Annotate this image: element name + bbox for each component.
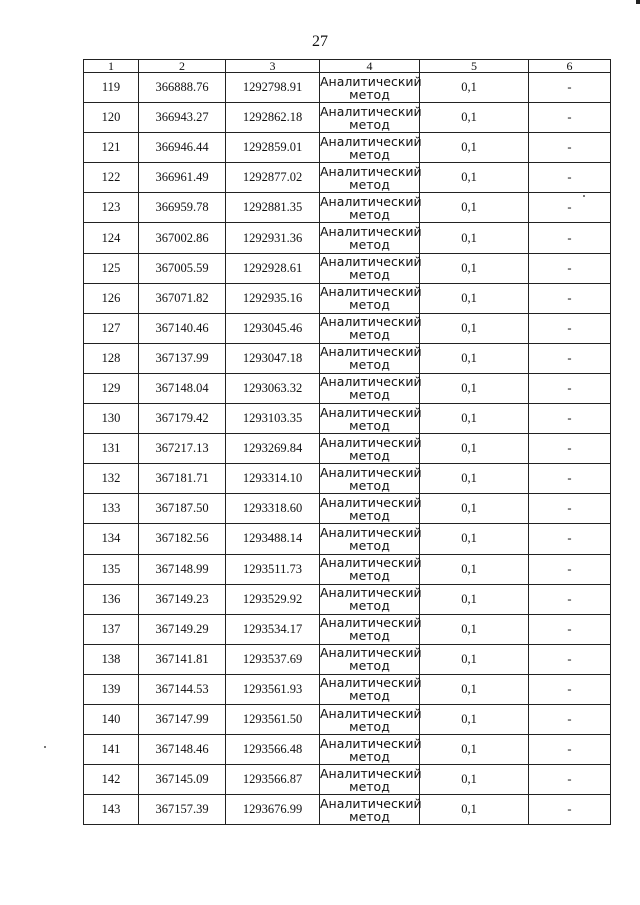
note-cell: -: [529, 163, 611, 193]
accuracy-cell: [420, 704, 529, 734]
x-coordinate-cell: 367157.39: [139, 795, 226, 825]
accuracy-value: 0,1: [461, 411, 477, 426]
page-number: 27: [312, 33, 328, 50]
note-cell: -: [529, 133, 611, 163]
point-number-cell: 143: [84, 795, 139, 825]
accuracy-cell: [420, 644, 529, 674]
accuracy-value: 0,1: [461, 441, 477, 456]
accuracy-cell: [420, 524, 529, 554]
point-number-cell: 138: [84, 644, 139, 674]
note-cell: -: [529, 674, 611, 704]
accuracy-cell: [420, 614, 529, 644]
accuracy-value: 0,1: [461, 290, 477, 305]
accuracy-value: 0,1: [461, 200, 477, 215]
y-coordinate-cell: 1293318.60: [226, 494, 320, 524]
y-coordinate-cell: 1293529.92: [226, 584, 320, 614]
method-cell: Аналитический метод: [320, 254, 422, 283]
x-coordinate-cell: 367187.50: [139, 494, 226, 524]
note-cell: -: [529, 464, 611, 494]
point-number-cell: 133: [84, 494, 139, 524]
point-number-cell: 137: [84, 614, 139, 644]
x-coordinate-cell: 367137.99: [139, 343, 226, 373]
x-coordinate-cell: 366943.27: [139, 103, 226, 133]
column-header-4: 4: [320, 60, 420, 73]
table-row: [84, 584, 611, 614]
point-number-cell: 123: [84, 193, 139, 223]
method-cell: Аналитический метод: [320, 224, 422, 253]
accuracy-value: 0,1: [461, 471, 477, 486]
table-row: [84, 73, 611, 103]
accuracy-value: 0,1: [461, 712, 477, 727]
table-row: [84, 163, 611, 193]
table-body: [84, 73, 611, 825]
accuracy-cell: [420, 404, 529, 434]
accuracy-value: 0,1: [461, 591, 477, 606]
point-number-cell: 136: [84, 584, 139, 614]
x-coordinate-cell: 367005.59: [139, 253, 226, 283]
accuracy-cell: [420, 464, 529, 494]
x-coordinate-cell: 367147.99: [139, 704, 226, 734]
point-number-cell: 121: [84, 133, 139, 163]
note-cell: -: [529, 253, 611, 283]
table-row: [84, 283, 611, 313]
method-cell: Аналитический метод: [320, 314, 422, 343]
method-cell: Аналитический метод: [320, 735, 422, 764]
y-coordinate-cell: 1293314.10: [226, 464, 320, 494]
x-coordinate-cell: 367141.81: [139, 644, 226, 674]
x-coordinate-cell: 367144.53: [139, 674, 226, 704]
note-cell: -: [529, 704, 611, 734]
point-number-cell: 142: [84, 765, 139, 795]
table-row: [84, 644, 611, 674]
accuracy-cell: [420, 223, 529, 253]
note-cell: -: [529, 193, 611, 223]
table-row: [84, 343, 611, 373]
y-coordinate-cell: 1293047.18: [226, 343, 320, 373]
table-row: [84, 494, 611, 524]
method-cell: Аналитический метод: [320, 494, 422, 523]
point-number-cell: 119: [84, 73, 139, 103]
accuracy-value: 0,1: [461, 742, 477, 757]
y-coordinate-cell: 1293511.73: [226, 554, 320, 584]
method-cell: Аналитический метод: [320, 795, 422, 824]
table-row: [84, 253, 611, 283]
y-coordinate-cell: 1293561.50: [226, 704, 320, 734]
accuracy-cell: [420, 73, 529, 103]
method-cell: Аналитический метод: [320, 765, 422, 794]
y-coordinate-cell: 1293488.14: [226, 524, 320, 554]
point-number-cell: 129: [84, 373, 139, 403]
point-number-cell: 132: [84, 464, 139, 494]
point-number-cell: 127: [84, 313, 139, 343]
x-coordinate-cell: 367217.13: [139, 434, 226, 464]
scan-speck: [44, 746, 46, 748]
method-cell: Аналитический метод: [320, 284, 422, 313]
note-cell: -: [529, 644, 611, 674]
y-coordinate-cell: 1293063.32: [226, 373, 320, 403]
note-cell: -: [529, 73, 611, 103]
x-coordinate-cell: 366959.78: [139, 193, 226, 223]
y-coordinate-cell: 1293566.48: [226, 735, 320, 765]
table-row: [84, 313, 611, 343]
y-coordinate-cell: 1293103.35: [226, 404, 320, 434]
table-row: [84, 704, 611, 734]
table-row: [84, 464, 611, 494]
x-coordinate-cell: 367148.99: [139, 554, 226, 584]
note-cell: -: [529, 373, 611, 403]
coordinates-table: [83, 59, 611, 825]
point-number-cell: 122: [84, 163, 139, 193]
x-coordinate-cell: 367181.71: [139, 464, 226, 494]
accuracy-cell: [420, 795, 529, 825]
accuracy-value: 0,1: [461, 561, 477, 576]
accuracy-cell: [420, 494, 529, 524]
accuracy-cell: [420, 253, 529, 283]
table-row: [84, 223, 611, 253]
accuracy-value: 0,1: [461, 501, 477, 516]
accuracy-cell: [420, 343, 529, 373]
y-coordinate-cell: 1293537.69: [226, 644, 320, 674]
x-coordinate-cell: 366961.49: [139, 163, 226, 193]
accuracy-value: 0,1: [461, 140, 477, 155]
accuracy-value: 0,1: [461, 320, 477, 335]
accuracy-value: 0,1: [461, 80, 477, 95]
x-coordinate-cell: 367148.46: [139, 735, 226, 765]
method-cell: Аналитический метод: [320, 645, 422, 674]
x-coordinate-cell: 367071.82: [139, 283, 226, 313]
note-cell: -: [529, 103, 611, 133]
accuracy-value: 0,1: [461, 772, 477, 787]
y-coordinate-cell: 1293566.87: [226, 765, 320, 795]
x-coordinate-cell: 367179.42: [139, 404, 226, 434]
accuracy-cell: [420, 373, 529, 403]
method-cell: Аналитический метод: [320, 133, 422, 162]
table-row: [84, 554, 611, 584]
accuracy-cell: [420, 554, 529, 584]
x-coordinate-cell: 367140.46: [139, 313, 226, 343]
note-cell: -: [529, 494, 611, 524]
column-header-1: 1: [84, 60, 139, 73]
accuracy-cell: [420, 765, 529, 795]
method-cell: Аналитический метод: [320, 555, 422, 584]
column-header-3: 3: [226, 60, 320, 73]
accuracy-cell: [420, 434, 529, 464]
point-number-cell: 134: [84, 524, 139, 554]
point-number-cell: 135: [84, 554, 139, 584]
accuracy-value: 0,1: [461, 681, 477, 696]
table-row: [84, 103, 611, 133]
table-row: [84, 434, 611, 464]
accuracy-value: 0,1: [461, 802, 477, 817]
point-number-cell: 131: [84, 434, 139, 464]
method-cell: Аналитический метод: [320, 404, 422, 433]
table-row: [84, 795, 611, 825]
note-cell: -: [529, 434, 611, 464]
note-cell: -: [529, 524, 611, 554]
table-row: [84, 193, 611, 223]
accuracy-value: 0,1: [461, 110, 477, 125]
point-number-cell: 124: [84, 223, 139, 253]
y-coordinate-cell: 1293534.17: [226, 614, 320, 644]
x-coordinate-cell: 367149.23: [139, 584, 226, 614]
accuracy-cell: [420, 163, 529, 193]
table-header-row: [84, 60, 611, 73]
accuracy-cell: [420, 584, 529, 614]
method-cell: Аналитический метод: [320, 464, 422, 493]
accuracy-value: 0,1: [461, 531, 477, 546]
table-row: [84, 765, 611, 795]
note-cell: -: [529, 313, 611, 343]
table-row: [84, 133, 611, 163]
accuracy-value: 0,1: [461, 651, 477, 666]
point-number-cell: 120: [84, 103, 139, 133]
accuracy-cell: [420, 313, 529, 343]
note-cell: -: [529, 614, 611, 644]
method-cell: Аналитический метод: [320, 344, 422, 373]
note-cell: -: [529, 223, 611, 253]
method-cell: Аналитический метод: [320, 73, 422, 102]
accuracy-cell: [420, 674, 529, 704]
y-coordinate-cell: 1292935.16: [226, 283, 320, 313]
point-number-cell: 128: [84, 343, 139, 373]
x-coordinate-cell: 367149.29: [139, 614, 226, 644]
x-coordinate-cell: 367002.86: [139, 223, 226, 253]
method-cell: Аналитический метод: [320, 675, 422, 704]
x-coordinate-cell: 366888.76: [139, 73, 226, 103]
y-coordinate-cell: 1293676.99: [226, 795, 320, 825]
x-coordinate-cell: 366946.44: [139, 133, 226, 163]
method-cell: Аналитический метод: [320, 524, 422, 553]
point-number-cell: 125: [84, 253, 139, 283]
accuracy-cell: [420, 193, 529, 223]
note-cell: -: [529, 795, 611, 825]
x-coordinate-cell: 367145.09: [139, 765, 226, 795]
method-cell: Аналитический метод: [320, 585, 422, 614]
y-coordinate-cell: 1292798.91: [226, 73, 320, 103]
y-coordinate-cell: 1292862.18: [226, 103, 320, 133]
y-coordinate-cell: 1293561.93: [226, 674, 320, 704]
y-coordinate-cell: 1292877.02: [226, 163, 320, 193]
accuracy-value: 0,1: [461, 621, 477, 636]
table-row: [84, 614, 611, 644]
table-row: [84, 373, 611, 403]
column-header-6: 6: [529, 60, 611, 73]
y-coordinate-cell: 1293269.84: [226, 434, 320, 464]
accuracy-value: 0,1: [461, 170, 477, 185]
accuracy-value: 0,1: [461, 350, 477, 365]
method-cell: Аналитический метод: [320, 705, 422, 734]
note-cell: -: [529, 283, 611, 313]
accuracy-cell: [420, 103, 529, 133]
accuracy-value: 0,1: [461, 260, 477, 275]
table-row: [84, 735, 611, 765]
table-row: [84, 674, 611, 704]
accuracy-cell: [420, 133, 529, 163]
method-cell: Аналитический метод: [320, 434, 422, 463]
table-header: [84, 60, 611, 73]
note-cell: -: [529, 343, 611, 373]
accuracy-cell: [420, 283, 529, 313]
y-coordinate-cell: 1292931.36: [226, 223, 320, 253]
note-cell: -: [529, 765, 611, 795]
table-row: [84, 404, 611, 434]
scan-corner-mark: [636, 0, 640, 4]
point-number-cell: 126: [84, 283, 139, 313]
point-number-cell: 140: [84, 704, 139, 734]
method-cell: Аналитический метод: [320, 193, 422, 222]
accuracy-value: 0,1: [461, 230, 477, 245]
note-cell: -: [529, 554, 611, 584]
note-cell: -: [529, 735, 611, 765]
accuracy-value: 0,1: [461, 380, 477, 395]
accuracy-cell: [420, 735, 529, 765]
y-coordinate-cell: 1292859.01: [226, 133, 320, 163]
point-number-cell: 139: [84, 674, 139, 704]
method-cell: Аналитический метод: [320, 615, 422, 644]
x-coordinate-cell: 367182.56: [139, 524, 226, 554]
column-header-5: 5: [420, 60, 529, 73]
note-cell: -: [529, 584, 611, 614]
point-number-cell: 141: [84, 735, 139, 765]
x-coordinate-cell: 367148.04: [139, 373, 226, 403]
method-cell: Аналитический метод: [320, 163, 422, 192]
y-coordinate-cell: 1292881.35: [226, 193, 320, 223]
y-coordinate-cell: 1292928.61: [226, 253, 320, 283]
method-cell: Аналитический метод: [320, 374, 422, 403]
table-row: [84, 524, 611, 554]
method-cell: Аналитический метод: [320, 103, 422, 132]
point-number-cell: 130: [84, 404, 139, 434]
column-header-2: 2: [139, 60, 226, 73]
y-coordinate-cell: 1293045.46: [226, 313, 320, 343]
note-cell: -: [529, 404, 611, 434]
